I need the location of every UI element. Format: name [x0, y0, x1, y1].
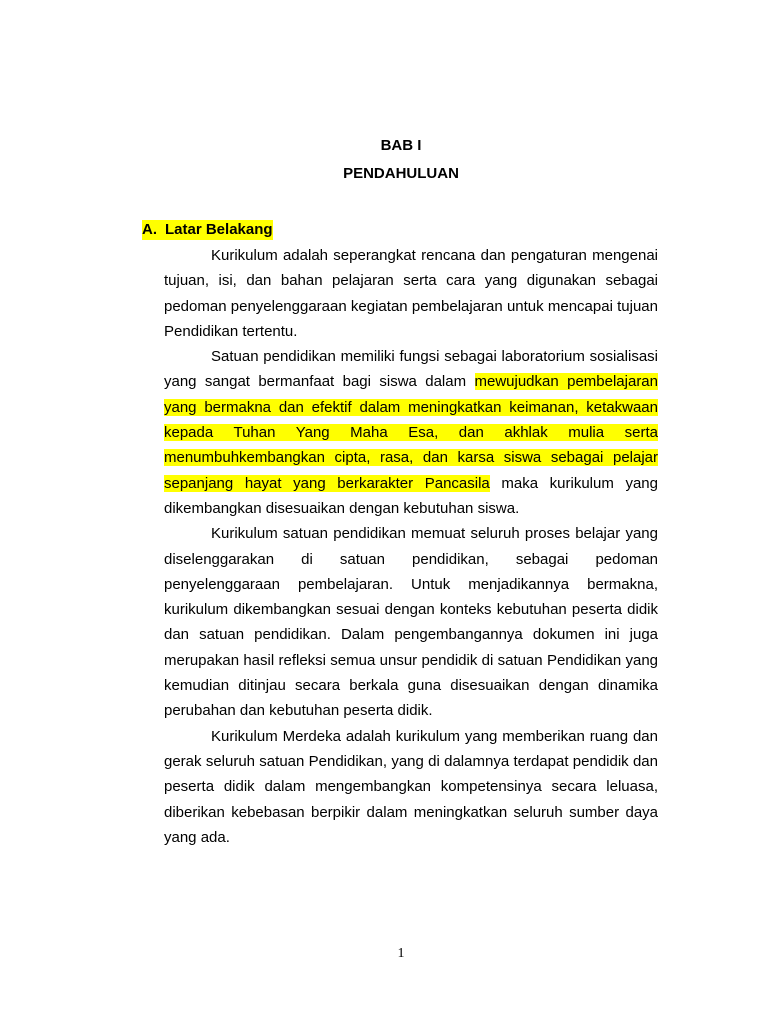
section-title: Latar Belakang	[165, 221, 273, 238]
chapter-number: BAB I	[380, 137, 422, 154]
body-text	[164, 243, 658, 850]
paragraph-2	[164, 344, 658, 521]
section-letter: A.	[142, 221, 157, 238]
paragraph-1: Kurikulum adalah seperangkat rencana dan pengaturan mengenai tujuan, isi, dan bahan pelajaran serta cara yang digunakan sebagai pedoman penyelenggaraan kegiatan pembelajaran untuk mencapai tujuan Pendidikan tertentu.	[164, 247, 658, 340]
section-heading	[142, 220, 273, 240]
chapter-title: PENDAHULUAN	[343, 165, 459, 182]
paragraph-2-highlight: mewujudkan pembelajaran yang bermakna dan efektif dalam meningkatkan keimanan, ketakwaan kepada Tuhan Yang Maha Esa, dan akhlak mulia serta menumbuhkembangkan cipta, rasa, dan karsa siswa sebagai pelajar sepanjang hayat yang berkarakter Pancasila	[164, 373, 658, 492]
paragraph-2-before: Satuan pendidikan memiliki fungsi sebagai laboratorium sosialisasi yang sangat bermanfaat bagi siswa dalam	[164, 348, 658, 391]
paragraph-3: Kurikulum satuan pendidikan memuat seluruh proses belajar yang diselenggarakan di satuan pendidikan, sebagai pedoman penyelenggaraan pembelajaran. Untuk menjadikannya bermakna, kurikulum dikembangkan sesuai dengan konteks kebutuhan peserta didik dan satuan pendidikan. Dalam pengembangannya dokumen ini juga merupakan hasil refleksi semua unsur pendidik di satuan Pendidikan yang kemudian ditinjau secara berkala guna disesuaikan dengan dinamika perubahan dan kebutuhan peserta didik.	[164, 525, 658, 720]
paragraph-2-after: maka kurikulum yang dikembangkan disesuaikan dengan kebutuhan siswa.	[164, 474, 658, 517]
page-number: 1	[397, 946, 405, 961]
paragraph-4: Kurikulum Merdeka adalah kurikulum yang memberikan ruang dan gerak seluruh satuan Pendidikan, yang di dalamnya terdapat pendidik dan peserta didik dalam mengembangkan kompetensinya secara leluasa, diberikan kebebasan berpikir dalam meningkatkan seluruh sumber daya yang ada.	[164, 727, 658, 846]
